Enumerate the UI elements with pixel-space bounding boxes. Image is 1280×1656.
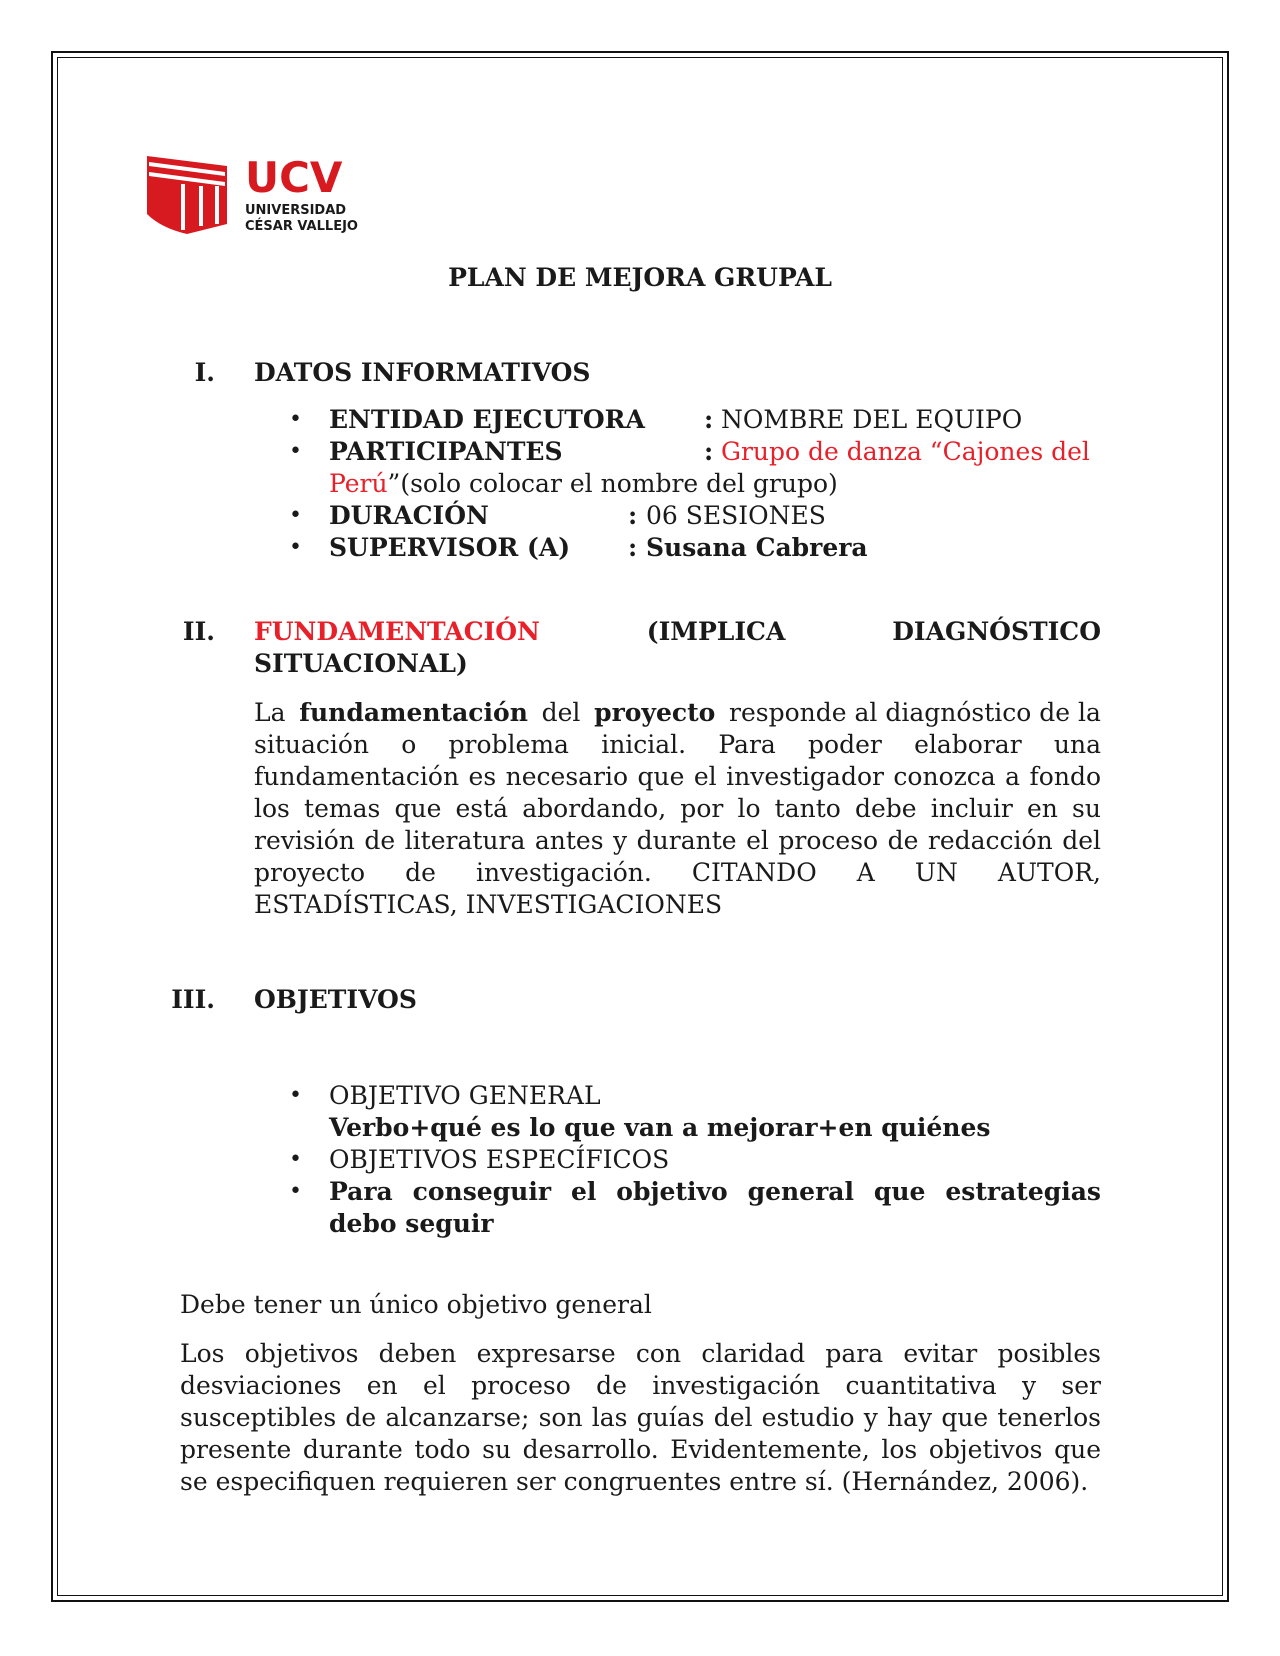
participantes-note: ”(solo colocar el nombre del grupo) [387,469,838,498]
section2-paragraph [254,697,1101,921]
logo-line2: CÉSAR VALLEJO [245,219,358,234]
item-value-duracion: 06 SESIONES [646,501,826,530]
objetivos-para-line2: debo seguir [329,1209,494,1238]
logo-line1: UNIVERSIDAD [245,203,347,218]
objetivo-general-desc: Verbo+qué es lo que van a mejorar+en quiénes [329,1113,991,1142]
section2-heading [254,616,1101,648]
paragraph-bold-proyecto: proyecto [594,698,716,727]
bullet-icon: • [289,1147,302,1172]
item-value-participantes: Grupo de danza “Cajones del [721,437,1090,466]
section1-heading: DATOS INFORMATIVOS [254,358,591,387]
paragraph-line: los temas que está abordando, por lo tanto debe incluir en su [254,794,1101,823]
item-value-supervisor: Susana Cabrera [646,533,868,562]
item-value-participantes-cont [329,468,838,500]
participantes-peru: Perú [329,469,388,498]
paragraph-bold-fundamentacion: fundamentación [299,698,528,727]
section2-heading-line2: SITUACIONAL) [254,649,468,678]
section1-number: I. [194,358,215,387]
paragraph-line: desviaciones en el proceso de investigación cuantitativa y ser [180,1371,1101,1400]
paragraph-line: ESTADÍSTICAS, INVESTIGACIONES [254,890,723,919]
paragraph-word: La [254,698,286,727]
objetivos-especificos-label: OBJETIVOS ESPECÍFICOS [329,1145,670,1174]
paragraph-line [254,697,1101,729]
objetivo-general-label: OBJETIVO GENERAL [329,1081,601,1110]
item-label-participantes: PARTICIPANTES [329,437,563,466]
objetivos-para-line1: Para conseguir el objetivo general que estrategias [329,1177,1101,1206]
bullet-icon: • [289,535,302,560]
paragraph-line: revisión de literatura antes y durante el proceso de redacción del [254,826,1101,855]
paragraph-line: proyecto de investigación. CITANDO A UN AUTOR, [254,858,1101,887]
bullet-icon: • [289,503,302,528]
section2-number: II. [182,617,215,646]
bullet-icon: • [289,439,302,464]
item-label-duracion: DURACIÓN [329,501,489,530]
section2-heading-diagnostico: DIAGNÓSTICO [892,617,1101,646]
note-unico-objetivo: Debe tener un único objetivo general [180,1290,652,1319]
item-sep-supervisor: : [628,533,638,562]
section2-heading-implica: (IMPLICA [646,617,786,646]
section2-heading-red: FUNDAMENTACIÓN [254,617,540,646]
paragraph-line: Los objetivos deben expresarse con claridad para evitar posibles [180,1339,1101,1368]
item-sep-duracion: : [628,501,638,530]
ucv-logo [147,156,387,236]
paragraph-word: del [541,698,581,727]
paragraph-line: se especifiquen requieren ser congruentes entre sí. (Hernández, 2006). [180,1467,1089,1496]
paragraph-line: susceptibles de alcanzarse; son las guías del estudio y hay que tenerlos [180,1403,1101,1432]
note-objetivos-paragraph [180,1338,1101,1498]
section3-number: III. [171,985,215,1014]
item-label-supervisor: SUPERVISOR (A) [329,533,571,562]
paragraph-line: fundamentación es necesario que el investigador conozca a fondo [254,762,1101,791]
item-value-entidad: NOMBRE DEL EQUIPO [721,405,1023,434]
paragraph-line: situación o problema inicial. Para poder elaborar una [254,730,1101,759]
paragraph-line: presente durante todo su desarrollo. Evidentemente, los objetivos que [180,1435,1101,1464]
bullet-icon: • [289,1083,302,1108]
section3-heading: OBJETIVOS [254,985,417,1014]
logo-ucv-text: UCV [245,156,343,202]
paragraph-word: responde al diagnóstico de la [729,698,1101,727]
bullet-icon: • [289,407,302,432]
page-title: PLAN DE MEJORA GRUPAL [448,263,832,292]
item-label-entidad: ENTIDAD EJECUTORA [329,405,645,434]
ucv-shield-icon [147,156,387,236]
bullet-icon: • [289,1179,302,1204]
item-sep-entidad: : [704,405,714,434]
item-sep-participantes: : [704,437,714,466]
